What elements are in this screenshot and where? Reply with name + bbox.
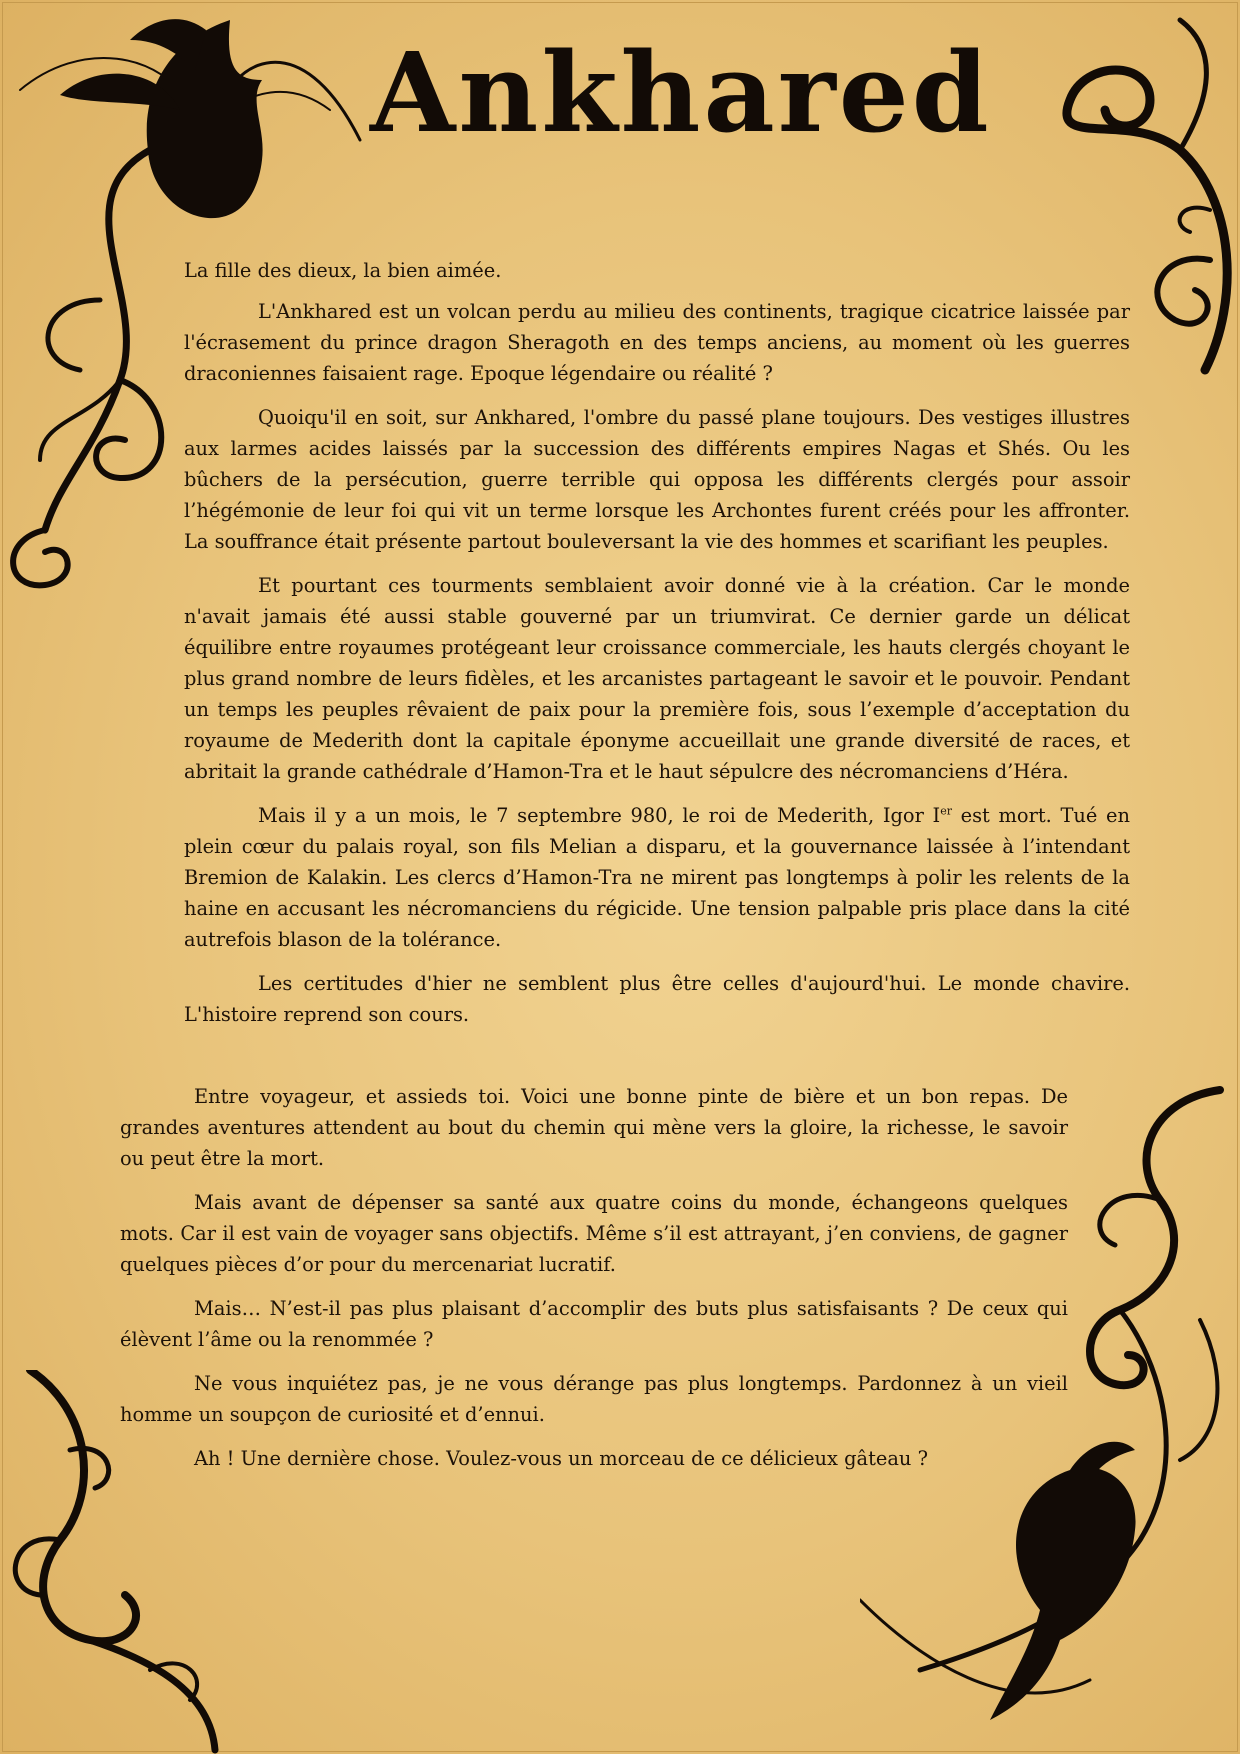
tavern-paragraph: Entre voyageur, et assieds toi. Voici une bonne pinte de bière et un bon repas. De grandes aventures attendent au bout du chemin qui mène vers la gloire, la richesse, le savoir ou peut être la mort. xyxy=(120,1085,1068,1170)
lore-paragraph: Quoiqu'il en soit, sur Ankhared, l'ombre du passé plane toujours. Des vestiges illustres aux larmes acides laissés par la succession des différents empires Nagas et Shés. Ou les bûchers de la persécution, guerre terrible qui opposa les différents clergés pour assoir l’hégémonie de leur foi qui vit un terme lorsque les Archontes furent créés pour les affronter. La souffrance était présente partout bouleversant la vie des hommes et scarifiant les peuples. xyxy=(184,406,1130,553)
tavern-paragraph: Ah ! Une dernière chose. Voulez-vous un morceau de ce délicieux gâteau ? xyxy=(194,1447,928,1470)
lore-paragraph: L'Ankhared est un volcan perdu au milieu des continents, tragique cicatrice laissée par l'écrasement du prince dragon Sheragoth en des temps anciens, au moment où les guerres draconiennes faisaient rage. Epoque légendaire ou réalité ? xyxy=(184,300,1130,385)
lore-text: Mais il y a un mois, le 7 septembre 980, le roi de Mederith, Igor I xyxy=(258,804,941,827)
page-title: Ankhared xyxy=(370,28,992,157)
lore-paragraph xyxy=(184,800,1130,955)
lore-paragraph: Et pourtant ces tourments semblaient avoir donné vie à la création. Car le monde n'avait jamais été aussi stable gouverné par un triumvirat. Ce dernier garde un délicat équilibre entre royaumes protégeant leur croissance commerciale, les hauts clergés choyant le plus grand nombre de leurs fidèles, et les arcanistes partageant le savoir et le pouvoir. Pendant un temps les peuples rêvaient de paix pour la première fois, sous l’exemple d’acceptation du royaume de Mederith dont la capitale éponyme accueillait une grande diversité de races, et abritait la grande cathédrale d’Hamon-Tra et le haut sépulcre des nécromanciens d’Héra. xyxy=(184,574,1130,783)
tagline: La fille des dieux, la bien aimée. xyxy=(184,259,502,282)
tavern-paragraph: Mais avant de dépenser sa santé aux quatre coins du monde, échangeons quelques mots. Car il est vain de voyager sans objectifs. Même s’il est attrayant, j’en conviens, de gagner quelques pièces d’or pour du mercenariat lucratif. xyxy=(120,1191,1068,1276)
lore-section xyxy=(184,255,1130,1043)
tavern-paragraph: Ne vous inquiétez pas, je ne vous dérange pas plus longtemps. Pardonnez à un vieil homme un soupçon de curiosité et d’ennui. xyxy=(120,1372,1068,1426)
ordinal-superscript: er xyxy=(940,804,952,818)
tavern-section xyxy=(120,1081,1068,1487)
tavern-paragraph: Mais… N’est-il pas plus plaisant d’accomplir des buts plus satisfaisants ? De ceux qui élèvent l’âme ou la renommée ? xyxy=(120,1297,1068,1351)
lore-paragraph: Les certitudes d'hier ne semblent plus être celles d'aujourd'hui. Le monde chavire. L'histoire reprend son cours. xyxy=(184,972,1130,1026)
lore-text: est mort. Tué en plein cœur du palais royal, son fils Melian a disparu, et la gouvernance laissée à l’intendant Bremion de Kalakin. Les clercs d’Hamon-Tra ne mirent pas longtemps à polir les relents de la haine en accusant les nécromanciens du régicide. Une tension palpable pris place dans la cité autrefois blason de la tolérance. xyxy=(184,804,1130,951)
